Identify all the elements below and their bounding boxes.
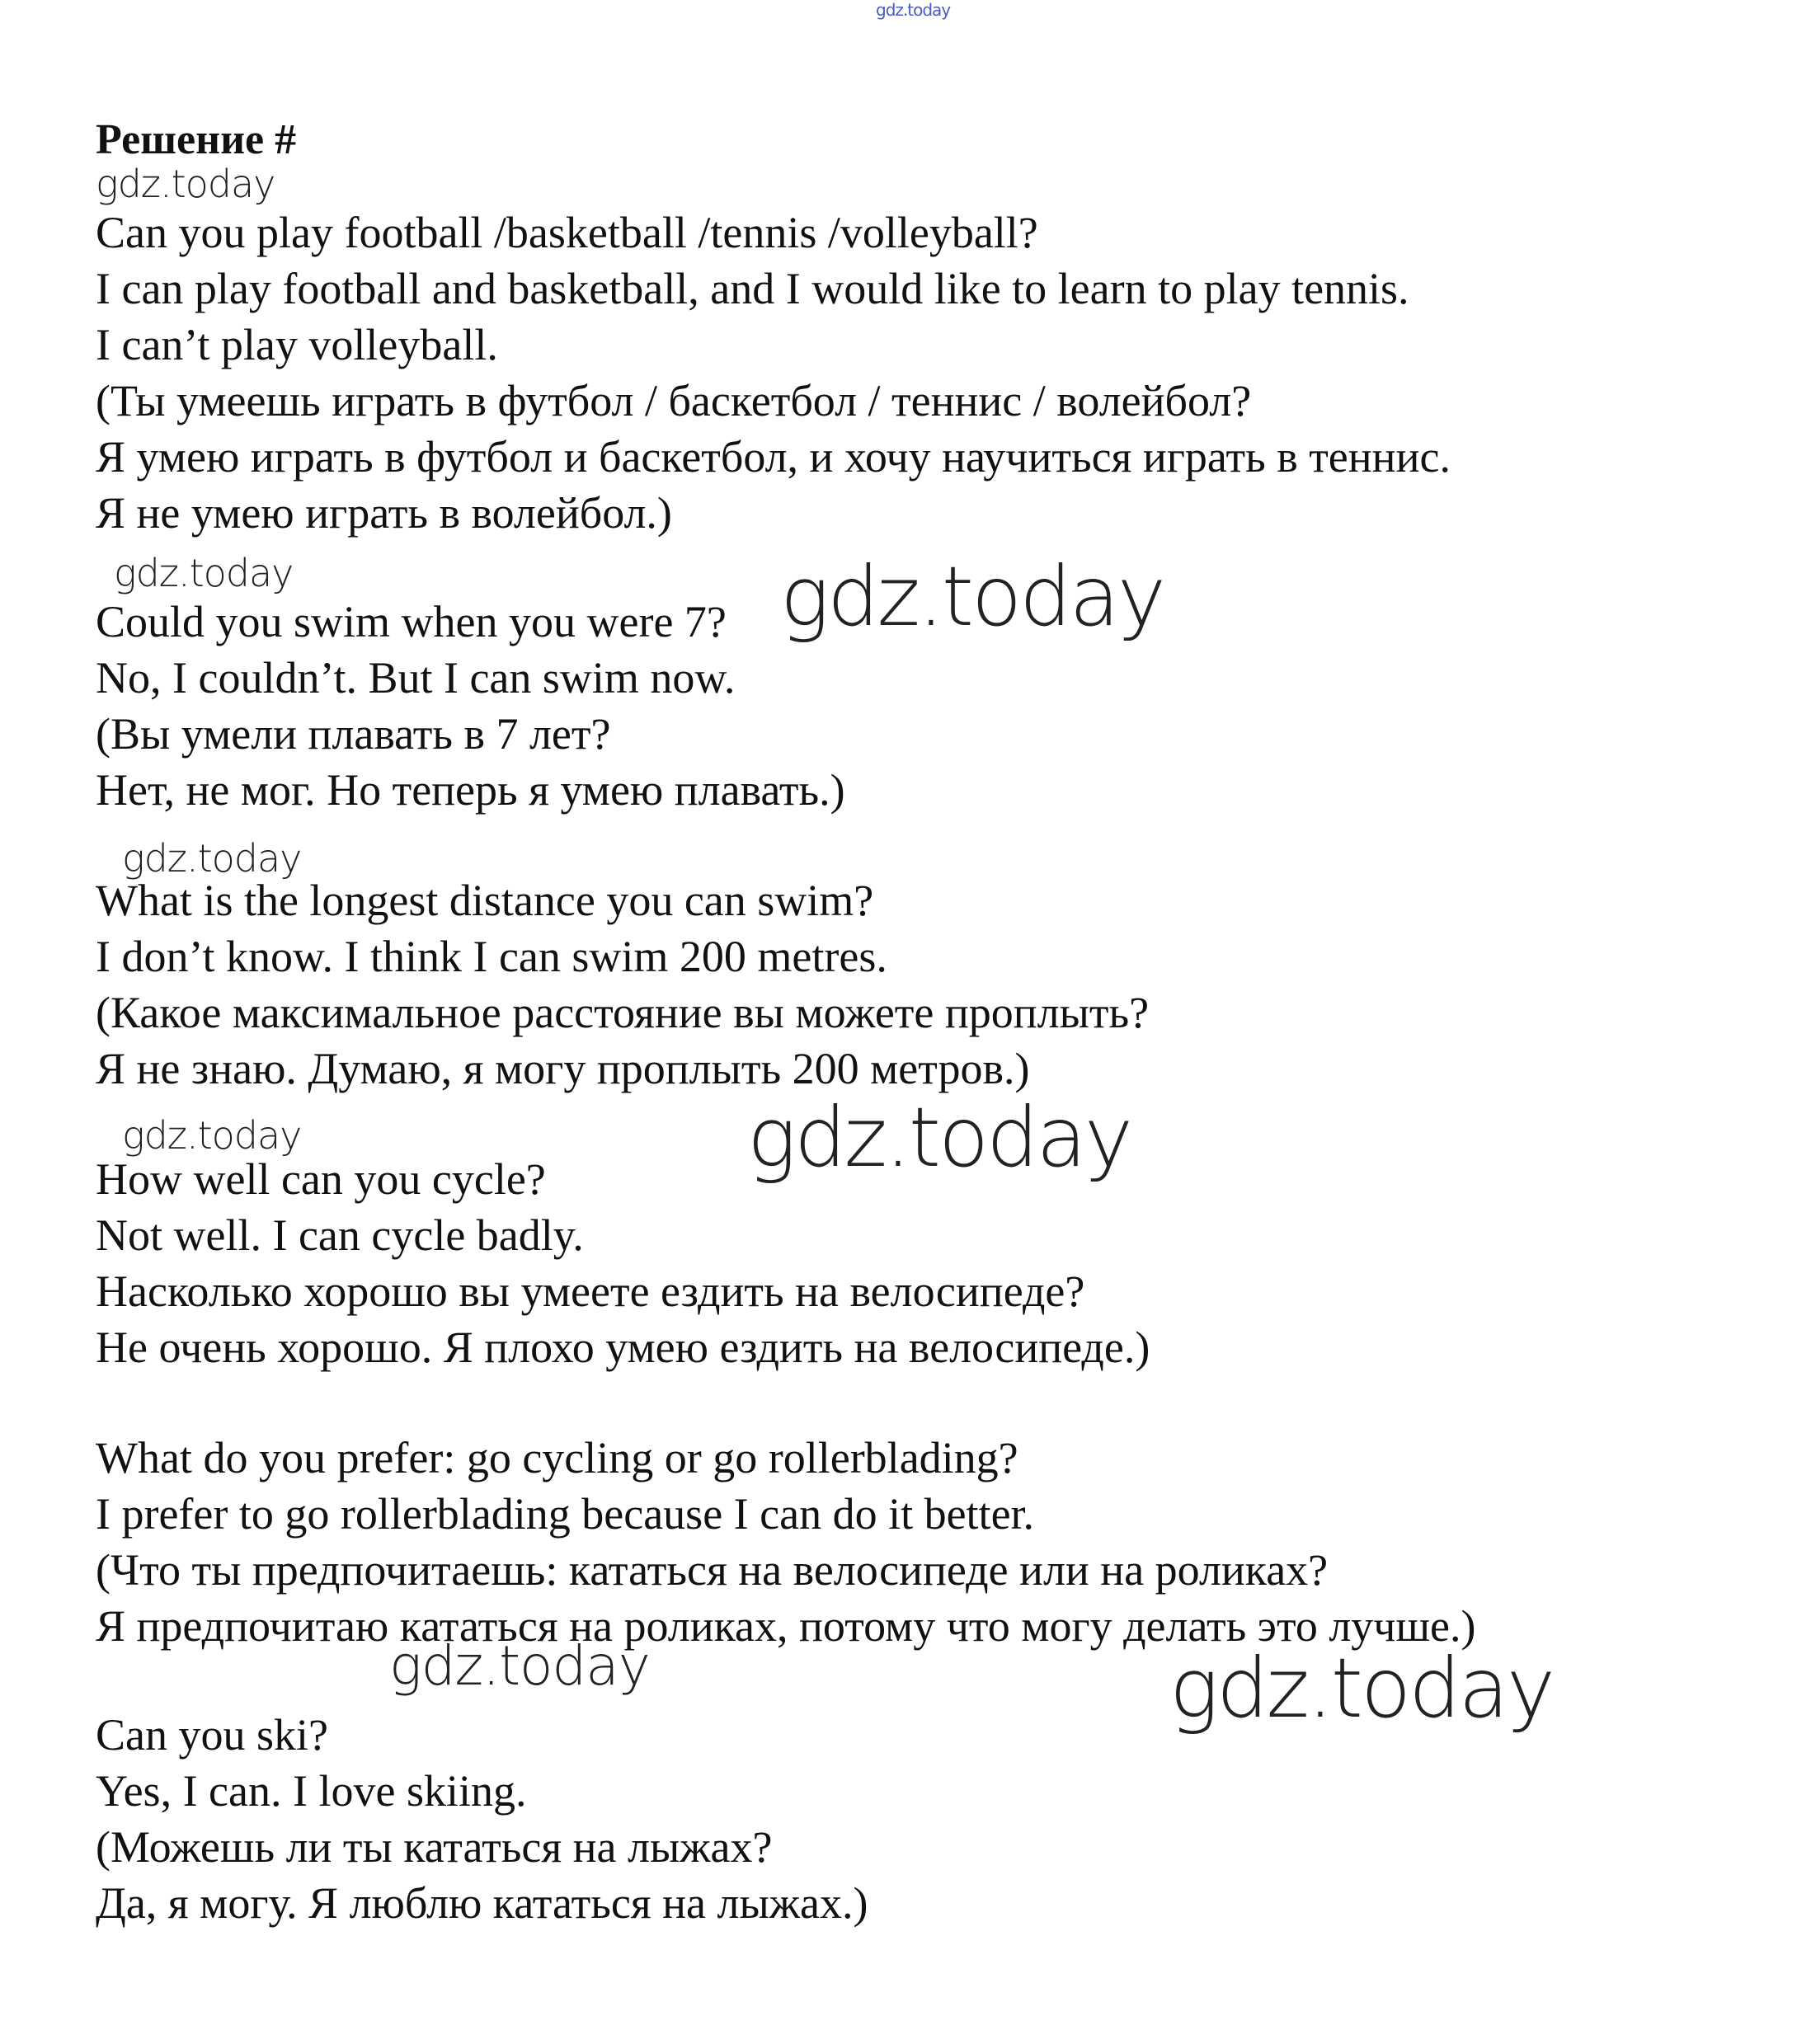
watermark: gdz.today: [122, 1113, 302, 1158]
text-line: (Можешь ли ты кататься на лыжах?: [96, 1822, 773, 1872]
watermark: gdz.today: [122, 836, 302, 881]
text-line: I can’t play volleyball.: [96, 320, 498, 369]
watermark-large: gdz.today: [780, 548, 1164, 645]
watermark: gdz.today: [389, 1634, 650, 1698]
watermark-large: gdz.today: [1169, 1640, 1554, 1736]
text-line: Could you swim when you were 7?: [96, 597, 727, 646]
text-line: What do you prefer: go cycling or go rollerblading?: [96, 1433, 1018, 1482]
text-line: Я не знаю. Думаю, я могу проплыть 200 метров.): [96, 1044, 1030, 1093]
header-watermark: gdz.today: [876, 0, 951, 20]
watermark: gdz.today: [114, 551, 294, 595]
watermark-large: gdz.today: [747, 1089, 1131, 1186]
text-line: (Что ты предпочитаешь: кататься на велосипеде или на роликах?: [96, 1545, 1329, 1595]
text-line: Не очень хорошо. Я плохо умею ездить на велосипеде.): [96, 1323, 1150, 1372]
text-line: Can you ski?: [96, 1710, 328, 1760]
text-line: Я не умею играть в волейбол.): [96, 488, 672, 538]
watermark: gdz.today: [96, 162, 275, 206]
text-line: I prefer to go rollerblading because I can do it better.: [96, 1489, 1035, 1539]
text-line: (Ты умеешь играть в футбол / баскетбол / теннис / волейбол?: [96, 376, 1252, 425]
text-line: Yes, I can. I love skiing.: [96, 1766, 527, 1816]
text-line: How well can you cycle?: [96, 1154, 546, 1204]
text-line: No, I couldn’t. But I can swim now.: [96, 653, 736, 702]
text-line: Я предпочитаю кататься на роликах, потому что могу делать это лучше.): [96, 1601, 1476, 1651]
text-line: Насколько хорошо вы умеете ездить на велосипеде?: [96, 1266, 1085, 1316]
text-line: Not well. I can cycle badly.: [96, 1210, 584, 1260]
text-line: I don’t know. I think I can swim 200 metres.: [96, 932, 887, 981]
text-line: Я умею играть в футбол и баскетбол, и хочу научиться играть в теннис.: [96, 432, 1451, 482]
text-line: What is the longest distance you can swim?: [96, 876, 874, 925]
text-line: I can play football and basketball, and I would like to learn to play tennis.: [96, 264, 1409, 313]
solution-heading: Решение #: [96, 116, 297, 163]
text-line: (Какое максимальное расстояние вы можете проплыть?: [96, 988, 1150, 1037]
text-line: (Вы умели плавать в 7 лет?: [96, 709, 611, 759]
text-line: Нет, не мог. Но теперь я умею плавать.): [96, 765, 845, 815]
text-line: Can you play football /basketball /tennis /volleyball?: [96, 208, 1038, 257]
text-line: Да, я могу. Я люблю кататься на лыжах.): [96, 1878, 868, 1928]
